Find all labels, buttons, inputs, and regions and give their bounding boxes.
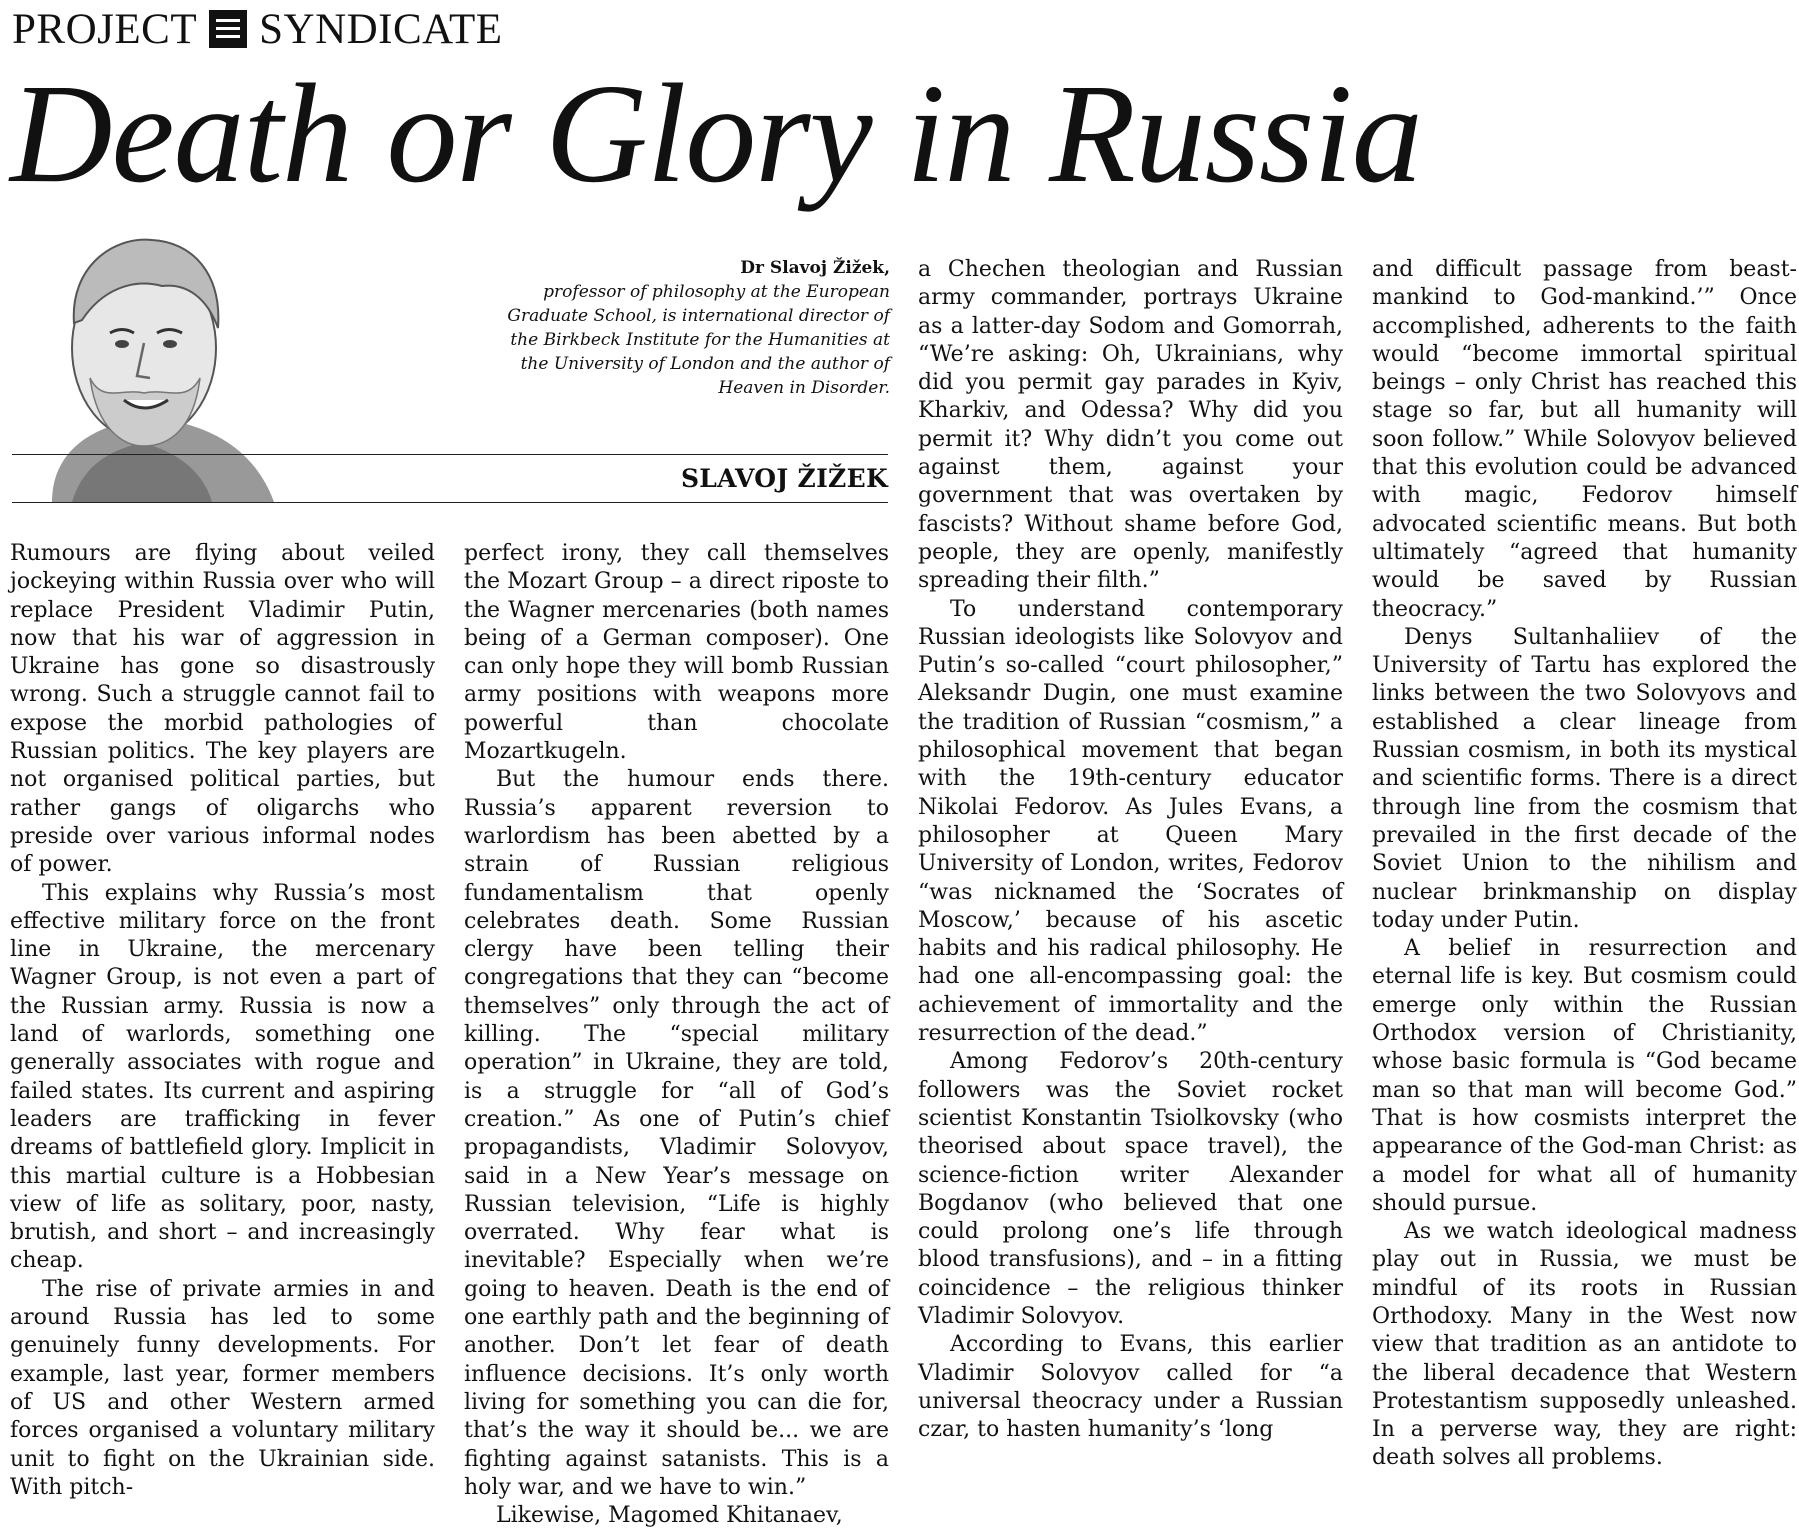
- bio-name: Dr Slavoj Žižek,: [740, 258, 890, 278]
- article-column-3: [918, 256, 1343, 1444]
- paragraph: a Chechen theologian and Russian army commander, portrays Ukraine as a latter-day Sodom and Gomorrah, “We’re asking: Oh, Ukrainians, why did you permit gay parades in Kyiv, Kharkiv, and Odessa? Why did you permit it? Why didn’t you come out against them, against your government that was overtaken by fascists? Without shame before God, people, they are openly, manifestly spreading their filth.”: [918, 257, 1343, 594]
- paragraph: Among Fedorov’s 20th-century followers was the Soviet rocket scientist Konstantin Tsiolkovsky (who theorised about space travel), the science-fiction writer Alexander Bogdanov (who believed that one could prolong one’s life through blood transfusions), and – in a fitting coincidence – the religious thinker Vladimir Solovyov.: [918, 1049, 1343, 1329]
- paragraph: Rumours are flying about veiled jockeying within Russia over who will replace President Vladimir Putin, now that his war of aggression in Ukraine has gone so disastrously wrong. Such a struggle cannot fail to expose the morbid pathologies of Russian politics. The key players are not organised political parties, but rather gangs of oligarchs who preside over various informal nodes of power.: [10, 541, 435, 878]
- paragraph: The rise of private armies in and around Russia has led to some genuinely funny developments. For example, last year, former members of US and other Western armed forces organised a voluntary military unit to fight on the Ukrainian side. With pitch-: [10, 1276, 435, 1500]
- paragraph: and difficult passage from beast-mankind to God-mankind.’” Once accomplished, adherents to the faith would “become immortal spiritual beings – only Christ has reached this stage so far, but all humanity will soon follow.” While Solovyov believed that this evolution could be advanced with magic, Fedorov himself advocated scientific means. But both ultimately “agreed that humanity would be saved by Russian theocracy.”: [1372, 257, 1797, 622]
- paragraph: To understand contemporary Russian ideologists like Solovyov and Putin’s so-called “court philosopher,” Aleksandr Dugin, one must examine the tradition of Russian “cosmism,” a philosophical movement that began with the 19th-century educator Nikolai Fedorov. As Jules Evans, a philosopher at Queen Mary University of London, writes, Fedorov “was nicknamed the ‘Socrates of Moscow,’ because of his ascetic habits and his radical philosophy. He had one all-encompassing goal: the achievement of immortality and the resurrection of the dead.”: [918, 596, 1343, 1047]
- paragraph: perfect irony, they call themselves the Mozart Group – a direct riposte to the Wagner mercenaries (both names being of a German composer). One can only hope they will bomb Russian army positions with weapons more powerful than chocolate Mozartkugeln.: [464, 541, 889, 765]
- paragraph: Denys Sultanhaliiev of the University of Tartu has explored the links between the two Solovyovs and established a clear lineage from Russian cosmism, in both its mystical and scientific forms. There is a direct through line from the cosmism that prevailed in the first decade of the Soviet Union to the nihilism and nuclear brinkmanship on display today under Putin.: [1372, 624, 1797, 933]
- author-portrait: [12, 228, 274, 502]
- paragraph: But the humour ends there. Russia’s apparent reversion to warlordism has been abetted by a strain of Russian religious fundamentalism that openly celebrates death. Some Russian clergy have been telling their congregations that they can “become themselves” only through the act of killing. The “special military operation” in Ukraine, they are told, is a struggle for “all of God’s creation.” As one of Putin’s chief propagandists, Vladimir Solovyov, said in a New Year’s message on Russian television, “Life is highly overrated. Why fear what is inevitable? Especially when we’re going to heaven. Death is the end of one earthly path and the beginning of another. Don’t let fear of death influence decisions. It’s only worth living for something you can die for, that’s the way it should be... we are fighting against satanists. This is a holy war, and we have to win.”: [464, 767, 889, 1500]
- masthead-word-project: PROJECT: [12, 5, 198, 53]
- article-column-2: [464, 540, 889, 1530]
- article-column-1: [10, 540, 435, 1502]
- paragraph: Likewise, Magomed Khitanaev,: [496, 1503, 843, 1529]
- divider-rule-bottom: [12, 502, 888, 503]
- divider-rule: [12, 454, 888, 455]
- article-headline: Death or Glory in Russia: [10, 54, 1422, 212]
- author-bio: [500, 256, 890, 400]
- paragraph: According to Evans, this earlier Vladimir Solovyov called for “a universal theocracy under a Russian czar, to hasten humanity’s ‘long: [918, 1332, 1343, 1443]
- bio-text: professor of philosophy at the European Graduate School, is international director of the Birkbeck Institute for the Humanities at the University of London and the author of Heaven in Disorder.: [507, 282, 890, 398]
- ps-logo-icon: [209, 10, 247, 48]
- article-column-4: [1372, 256, 1797, 1473]
- masthead: [12, 4, 503, 54]
- paragraph: This explains why Russia’s most effective military force on the front line in Ukraine, the mercenary Wagner Group, is not even a part of the Russian army. Russia is now a land of warlords, something one generally associates with rogue and failed states. Its current and aspiring leaders are trafficking in fever dreams of battlefield glory. Implicit in this martial culture is a Hobbesian view of life as solitary, poor, nasty, brutish, and short – and increasingly cheap.: [10, 880, 435, 1274]
- paragraph: As we watch ideological madness play out in Russia, we must be mindful of its roots in Russian Orthodoxy. Many in the West now view that tradition as an antidote to the liberal decadence that Western Protestantism supposedly unleashed. In a perverse way, they are right: death solves all problems.: [1372, 1219, 1797, 1471]
- masthead-word-syndicate: SYNDICATE: [259, 5, 503, 53]
- byline: SLAVOJ ŽIŽEK: [680, 464, 888, 493]
- paragraph: A belief in resurrection and eternal life is key. But cosmism could emerge only within the Russian Orthodox version of Christianity, whose basic formula is “God became man so that man will become God.” That is how cosmists interpret the appearance of the God-man Christ: as a model for what all of humanity should pursue.: [1372, 936, 1797, 1216]
